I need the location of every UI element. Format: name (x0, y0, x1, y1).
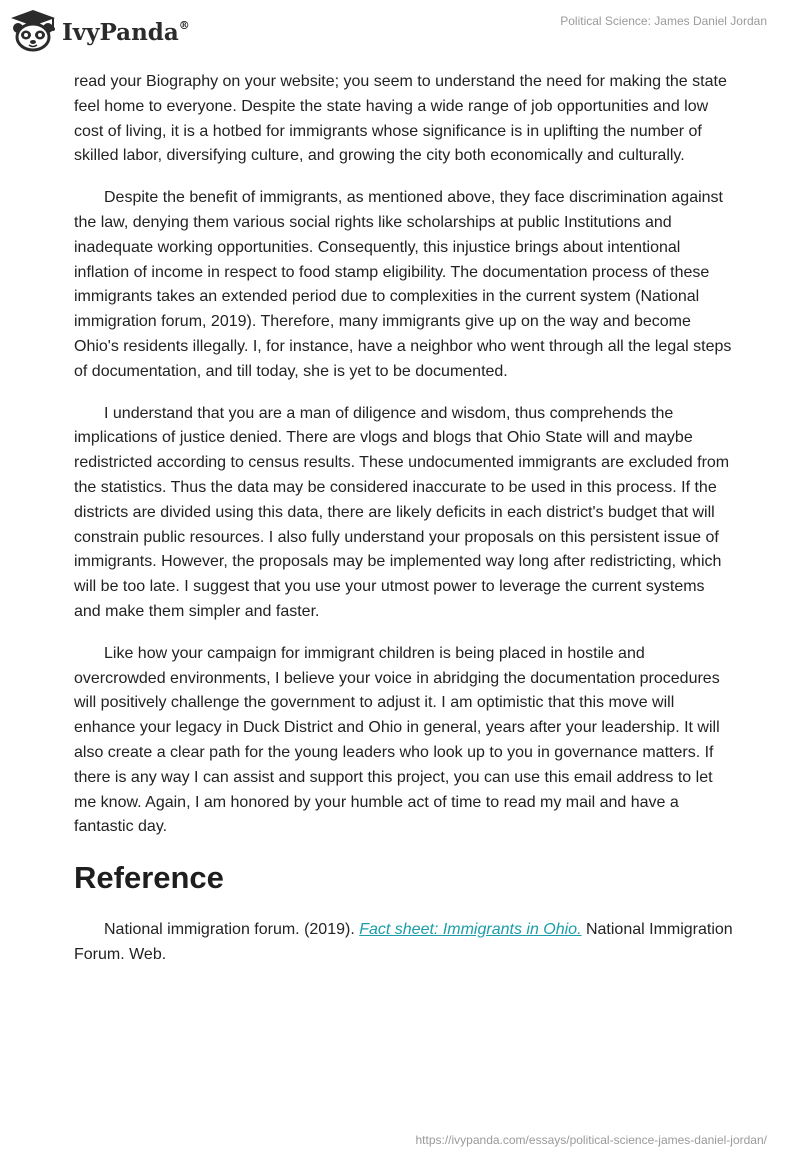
reference-entry (74, 918, 734, 968)
document-title: Political Science: James Daniel Jordan (560, 14, 767, 28)
reference-suffix: National Immigration Forum. Web. (74, 921, 733, 963)
essay-body (74, 70, 734, 985)
panda-graduation-cap-icon (8, 8, 58, 52)
reference-prefix: National immigration forum. (2019). (104, 921, 360, 939)
essay-paragraph: I understand that you are a man of diligence and wisdom, thus comprehends the implications of justice denied. There are vlogs and blogs that Ohio State will and maybe redistricted according to census results. These undocumented immigrants are excluded from the statistics. Thus the data may be considered inaccurate to be used in this process. If the districts are divided using this data, there are likely deficits in each district's budget that will constrain public resources. I also fully understand your proposals on this persistent issue of immigrants. However, the proposals may be implemented way long after redistricting, which will be too late. I suggest that you use your utmost power to leverage the current systems and make them simpler and faster. (74, 404, 730, 620)
reference-link[interactable]: Fact sheet: Immigrants in Ohio. (359, 921, 582, 939)
brand-name: IvyPanda® (62, 18, 190, 46)
essay-paragraph: Like how your campaign for immigrant children is being placed in hostile and overcrowded environments, I believe your voice in abridging the documentation procedures will positively challenge the government to adjust it. I am optimistic that this move will enhance your legacy in Duck District and Ohio in general, years after your leadership. It will also create a clear path for the young leaders who look up to you in governance matters. If there is any way I can assist and support this project, you can use this email address to let me know. Again, I am honored by your humble act of time to read my mail and have a fantastic day. (74, 644, 720, 836)
ivypanda-logo-link[interactable] (8, 8, 190, 52)
essay-paragraph: read your Biography on your website; you seem to understand the need for making the state feel home to everyone. Despite the state having a wide range of job opportunities and low cost of living, it is a hotbed for immigrants whose significance is in uplifting the number of skilled labor, diversifying culture, and growing the city both economically and culturally. (74, 73, 727, 165)
page-header (0, 0, 800, 60)
page-url: https://ivypanda.com/essays/political-science-james-daniel-jordan/ (415, 1133, 767, 1147)
reference-heading: Reference (74, 860, 224, 896)
essay-paragraph: Despite the benefit of immigrants, as mentioned above, they face discrimination against the law, denying them various social rights like scholarships at public Institutions and inadequate working opportunities. Consequently, this injustice brings about intentional inflation of income in respect to food stamp eligibility. The documentation process of these immigrants takes an extended period due to complexities in the current system (National immigration forum, 2019). Therefore, many immigrants give up on the way and become Ohio's residents illegally. I, for instance, have a neighbor who went through all the legal steps of documentation, and till today, she is yet to be documented. (74, 189, 732, 380)
